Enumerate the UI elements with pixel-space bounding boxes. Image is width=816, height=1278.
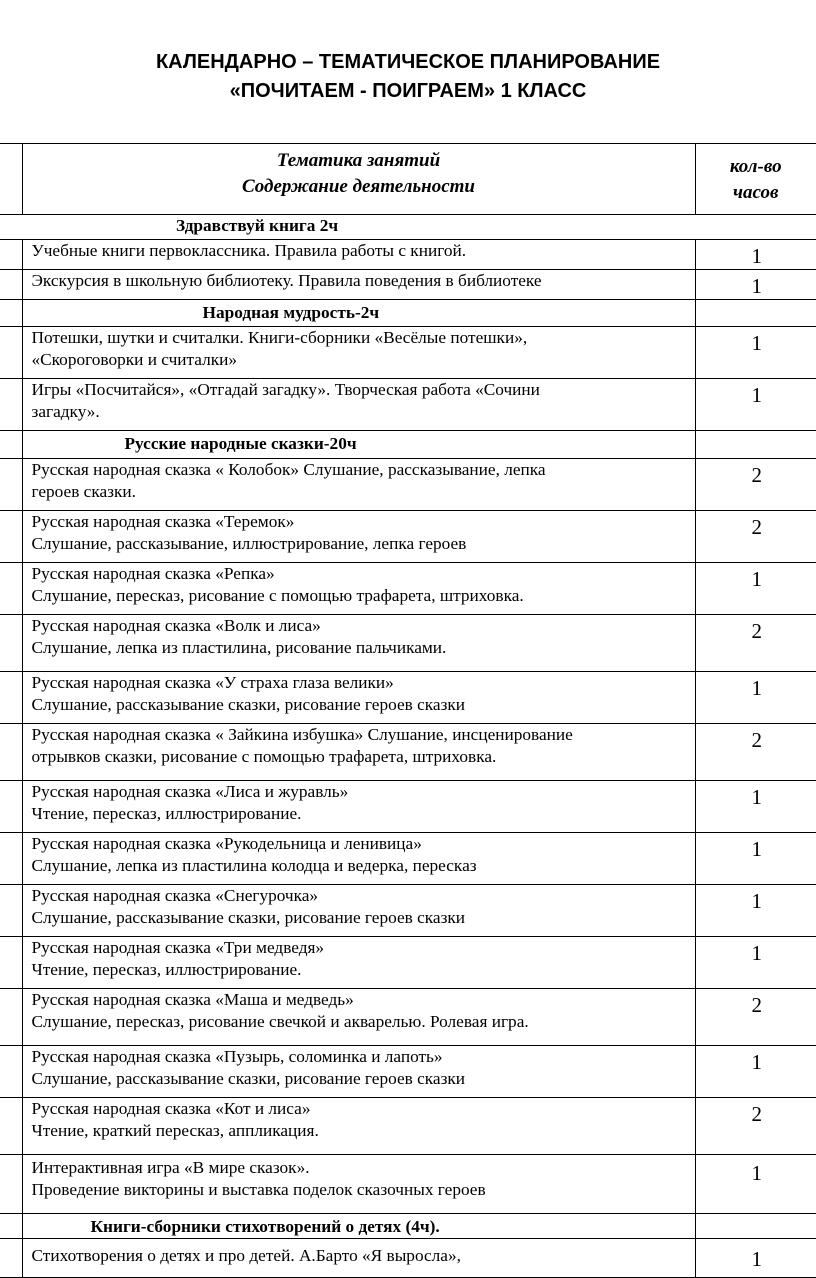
planning-table xyxy=(0,143,816,1278)
row-text-line-1: Русская народная сказка « Колобок» Слушание, рассказывание, лепка xyxy=(32,459,691,481)
table-row xyxy=(0,327,816,379)
row-hours: 1 xyxy=(695,240,816,270)
row-hours: 2 xyxy=(695,615,816,672)
section-title: Здравствуй книга 2ч xyxy=(0,215,816,237)
table-row xyxy=(0,511,816,563)
row-text-line-2: загадку». xyxy=(32,401,691,423)
row-text-line-2: отрывков сказки, рисование с помощью трафарета, штриховка. xyxy=(32,746,691,768)
table-row xyxy=(0,270,816,300)
row-text-line-1: Русская народная сказка «Репка» xyxy=(32,563,691,585)
row-hours: 1 xyxy=(695,563,816,615)
section-row xyxy=(0,215,816,240)
row-text-line-1: Игры «Посчитайся», «Отгадай загадку». Творческая работа «Сочини xyxy=(32,379,691,401)
table-row xyxy=(0,563,816,615)
section-title: Народная мудрость-2ч xyxy=(23,300,695,324)
row-hours: 1 xyxy=(695,1239,816,1278)
row-text-line-1: Русская народная сказка «Снегурочка» xyxy=(32,885,691,907)
row-hours: 1 xyxy=(695,327,816,379)
title-line-2: «ПОЧИТАЕМ - ПОИГРАЕМ» 1 КЛАСС xyxy=(0,77,816,106)
table-row xyxy=(0,615,816,672)
row-text-line-2: Слушание, лепка из пластилина, рисование пальчиками. xyxy=(32,637,691,659)
row-text-line-1: Русская народная сказка «Волк и лиса» xyxy=(32,615,691,637)
table-row xyxy=(0,781,816,833)
section-title: Книги-сборники стихотворений о детях (4ч). xyxy=(23,1214,695,1238)
row-text-line-2: Слушание, рассказывание сказки, рисование героев сказки xyxy=(32,1068,691,1090)
page-title xyxy=(0,48,816,106)
topic-header-line-2: Содержание деятельности xyxy=(23,174,695,200)
row-text-line-2: Слушание, рассказывание, иллюстрирование, лепка героев xyxy=(32,533,691,555)
row-text-line-1: Русская народная сказка «Пузырь, соломинка и лапоть» xyxy=(32,1046,691,1068)
row-hours: 2 xyxy=(695,989,816,1046)
row-text-line-2: Проведение викторины и выставка поделок сказочных героев xyxy=(32,1179,691,1201)
table-row xyxy=(0,672,816,724)
table-row xyxy=(0,240,816,270)
row-text-line-2: Слушание, рассказывание сказки, рисование героев сказки xyxy=(32,907,691,929)
row-hours: 1 xyxy=(695,379,816,431)
table-row xyxy=(0,833,816,885)
row-text-line-1: Русская народная сказка «Три медведя» xyxy=(32,937,691,959)
table-row xyxy=(0,1155,816,1214)
section-row xyxy=(0,300,816,327)
row-hours: 1 xyxy=(695,937,816,989)
row-text-line-2: Чтение, краткий пересказ, аппликация. xyxy=(32,1120,691,1142)
row-text-line-2: Слушание, пересказ, рисование свечкой и акварелью. Ролевая игра. xyxy=(32,1011,691,1033)
number-column-header xyxy=(0,144,22,215)
topic-column-header xyxy=(22,144,695,215)
row-text-line-2: героев сказки. xyxy=(32,481,691,503)
row-text-line-1: Потешки, шутки и считалки. Книги-сборники «Весёлые потешки», xyxy=(32,327,691,349)
hours-column-header xyxy=(695,144,816,215)
section-title: Русские народные сказки-20ч xyxy=(23,431,695,455)
topic-header-line-1: Тематика занятий xyxy=(23,148,695,174)
row-text: Стихотворения о детях и про детей. А.Барто «Я выросла», xyxy=(32,1245,691,1267)
row-text-line-1: Интерактивная игра «В мире сказок». xyxy=(32,1157,691,1179)
table-row xyxy=(0,1046,816,1098)
row-text-line-1: Русская народная сказка « Зайкина избушка» Слушание, инсценирование xyxy=(32,724,691,746)
hours-header-line-2: часов xyxy=(696,180,816,206)
table-row xyxy=(0,937,816,989)
row-text-line-1: Русская народная сказка «Маша и медведь» xyxy=(32,989,691,1011)
row-text-line-2: Слушание, лепка из пластилина колодца и ведерка, пересказ xyxy=(32,855,691,877)
table-row xyxy=(0,885,816,937)
row-text-line-2: Слушание, пересказ, рисование с помощью трафарета, штриховка. xyxy=(32,585,691,607)
row-hours: 2 xyxy=(695,511,816,563)
row-hours: 2 xyxy=(695,724,816,781)
table-row xyxy=(0,724,816,781)
row-hours: 1 xyxy=(695,672,816,724)
row-hours: 1 xyxy=(695,1155,816,1214)
row-text-line-2: Слушание, рассказывание сказки, рисование героев сказки xyxy=(32,694,691,716)
table-row xyxy=(0,1239,816,1278)
table-row xyxy=(0,989,816,1046)
title-line-1: КАЛЕНДАРНО – ТЕМАТИЧЕСКОЕ ПЛАНИРОВАНИЕ xyxy=(0,48,816,77)
row-hours: 1 xyxy=(695,781,816,833)
row-hours: 2 xyxy=(695,459,816,511)
row-text-line-1: Русская народная сказка «Теремок» xyxy=(32,511,691,533)
table-row xyxy=(0,1098,816,1155)
row-text-line-2: Чтение, пересказ, иллюстрирование. xyxy=(32,959,691,981)
row-hours: 2 xyxy=(695,1098,816,1155)
row-text: Учебные книги первоклассника. Правила работы с книгой. xyxy=(32,240,691,262)
row-text-line-1: Русская народная сказка «Кот и лиса» xyxy=(32,1098,691,1120)
table-header-row xyxy=(0,144,816,215)
row-text: Экскурсия в школьную библиотеку. Правила поведения в библиотеке xyxy=(32,270,691,292)
row-hours: 1 xyxy=(695,270,816,300)
row-text-line-2: «Скороговорки и считалки» xyxy=(32,349,691,371)
row-hours: 1 xyxy=(695,1046,816,1098)
row-hours: 1 xyxy=(695,885,816,937)
row-text-line-1: Русская народная сказка «Рукодельница и ленивица» xyxy=(32,833,691,855)
row-text-line-1: Русская народная сказка «У страха глаза велики» xyxy=(32,672,691,694)
row-text-line-2: Чтение, пересказ, иллюстрирование. xyxy=(32,803,691,825)
row-hours: 1 xyxy=(695,833,816,885)
row-text-line-1: Русская народная сказка «Лиса и журавль» xyxy=(32,781,691,803)
section-row xyxy=(0,1214,816,1239)
hours-header-line-1: кол-во xyxy=(696,154,816,180)
table-row xyxy=(0,379,816,431)
section-row xyxy=(0,431,816,459)
table-row xyxy=(0,459,816,511)
